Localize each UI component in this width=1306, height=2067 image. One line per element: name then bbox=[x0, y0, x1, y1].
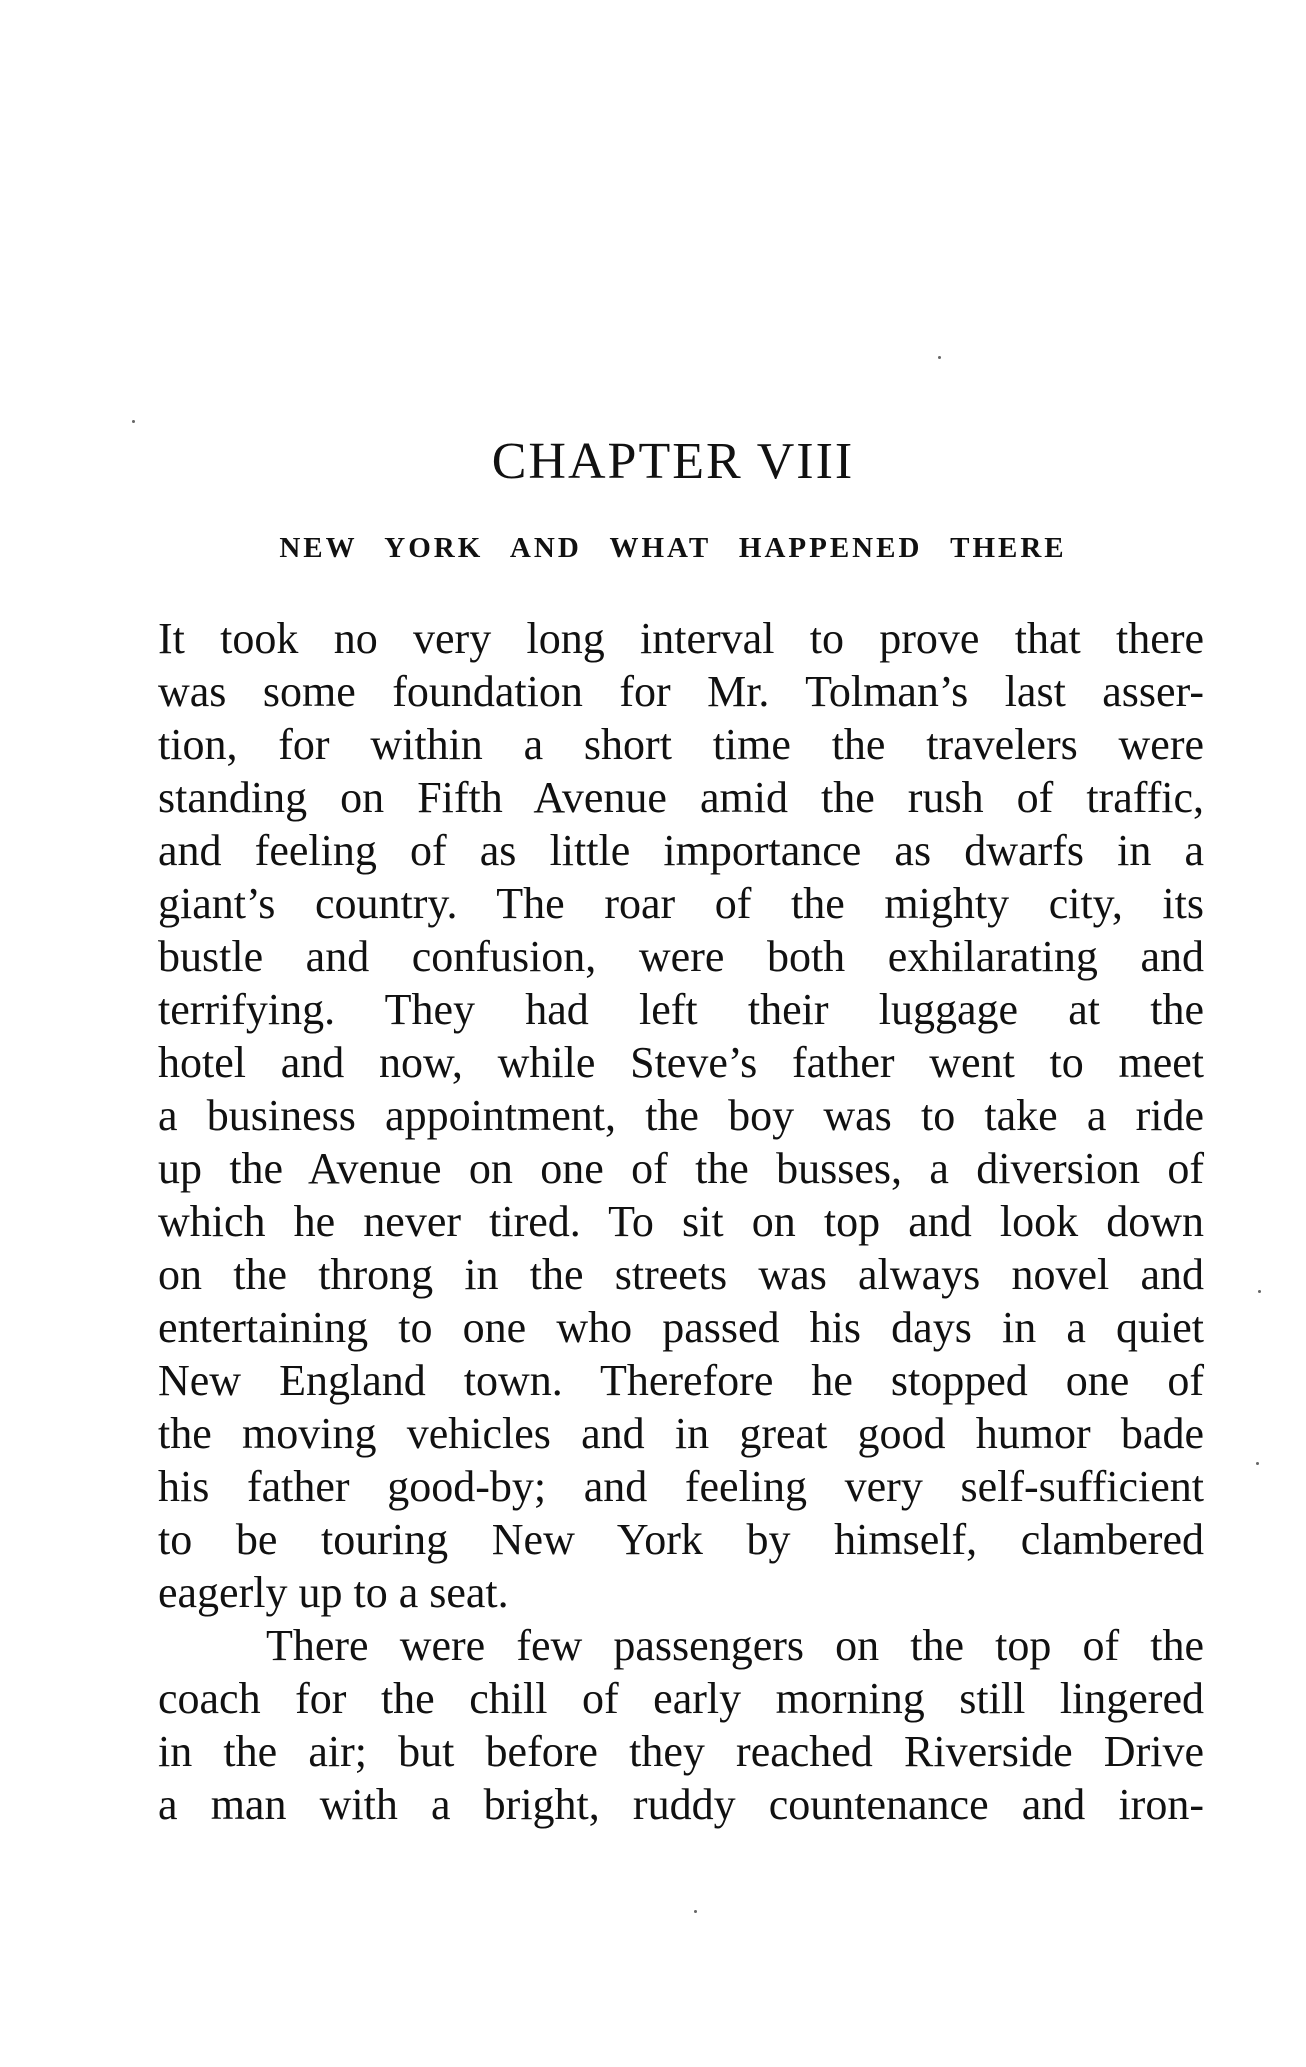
scan-speck bbox=[132, 420, 135, 423]
text-line: and feeling of as little importance as dwarfs in a bbox=[158, 826, 1204, 875]
text-line: It took no very long interval to prove that there bbox=[158, 614, 1204, 663]
text-line: up the Avenue on one of the busses, a diversion of bbox=[158, 1144, 1204, 1193]
chapter-title: CHAPTER VIII bbox=[491, 433, 855, 490]
paragraph-2 bbox=[158, 1619, 1204, 1831]
text-line: standing on Fifth Avenue amid the rush of traffic, bbox=[158, 773, 1204, 822]
text-line: hotel and now, while Steve’s father went to meet bbox=[158, 1038, 1204, 1087]
scan-speck bbox=[938, 356, 941, 359]
text-line: a man with a bright, ruddy countenance and iron- bbox=[158, 1780, 1204, 1829]
text-line: terrifying. They had left their luggage at the bbox=[158, 985, 1204, 1034]
scan-speck bbox=[694, 1910, 697, 1913]
text-line: There were few passengers on the top of the bbox=[266, 1621, 1204, 1670]
text-line: a business appointment, the boy was to take a ride bbox=[158, 1091, 1204, 1140]
paragraph-1 bbox=[158, 612, 1204, 1619]
text-line: the moving vehicles and in great good humor bade bbox=[158, 1409, 1204, 1458]
text-line: giant’s country. The roar of the mighty city, its bbox=[158, 879, 1204, 928]
text-line: bustle and confusion, were both exhilarating and bbox=[158, 932, 1204, 981]
text-line: his father good-by; and feeling very self-sufficient bbox=[158, 1462, 1204, 1511]
text-line: on the throng in the streets was always novel and bbox=[158, 1250, 1204, 1299]
text-line: tion, for within a short time the travelers were bbox=[158, 720, 1204, 769]
scan-speck bbox=[1258, 1290, 1261, 1293]
scan-speck bbox=[1256, 1462, 1259, 1465]
text-line: eagerly up to a seat. bbox=[158, 1568, 509, 1617]
text-line: in the air; but before they reached Riverside Drive bbox=[158, 1727, 1204, 1776]
text-line: coach for the chill of early morning still lingered bbox=[158, 1674, 1204, 1723]
text-line: to be touring New York by himself, clambered bbox=[158, 1515, 1204, 1564]
chapter-body bbox=[158, 612, 1204, 1831]
text-line: was some foundation for Mr. Tolman’s last asser- bbox=[158, 667, 1204, 716]
text-line: New England town. Therefore he stopped one of bbox=[158, 1356, 1204, 1405]
text-line: entertaining to one who passed his days in a quiet bbox=[158, 1303, 1204, 1352]
text-line: which he never tired. To sit on top and look down bbox=[158, 1197, 1204, 1246]
chapter-subtitle: NEW YORK AND WHAT HAPPENED THERE bbox=[279, 532, 1067, 564]
